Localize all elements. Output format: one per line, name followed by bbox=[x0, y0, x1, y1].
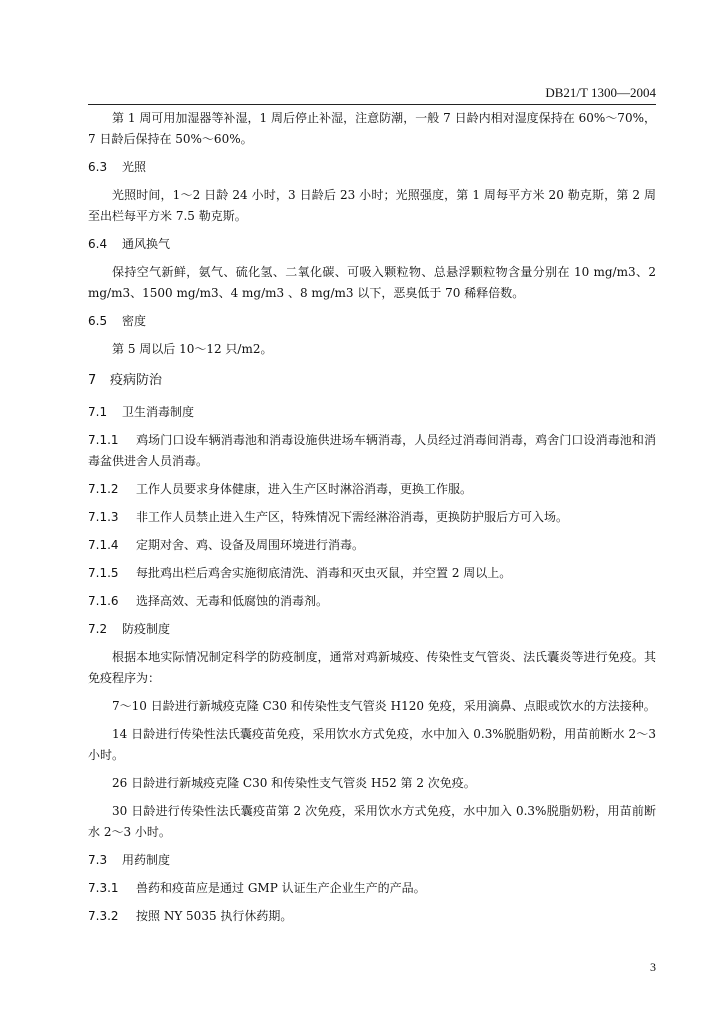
clause-number: 7.1.6 bbox=[88, 594, 119, 608]
header-rule bbox=[88, 104, 656, 105]
section-heading bbox=[88, 157, 656, 178]
heading-title: 疫病防治 bbox=[110, 373, 163, 388]
page-number: 3 bbox=[650, 960, 656, 974]
heading-title: 密度 bbox=[122, 314, 147, 328]
section-heading bbox=[88, 402, 656, 423]
heading-title: 用药制度 bbox=[122, 853, 171, 867]
clause-item bbox=[88, 479, 656, 500]
clause-number: 7.3.1 bbox=[88, 881, 119, 895]
section-heading bbox=[88, 850, 656, 871]
clause-text: 鸡场门口设车辆消毒池和消毒设施供进场车辆消毒，人员经过消毒间消毒，鸡舍门口设消毒池和消毒盆供进舍人员消毒。 bbox=[88, 433, 656, 468]
body-paragraph: 第 5 周以后 10～12 只/m2。 bbox=[112, 342, 273, 356]
section-heading bbox=[88, 619, 656, 640]
body-paragraph: 26 日龄进行新城疫克隆 C30 和传染性支气管炎 H52 第 2 次免疫。 bbox=[112, 776, 476, 790]
clause-text: 定期对舍、鸡、设备及周围环境进行消毒。 bbox=[136, 538, 365, 552]
clause-number: 7.1.3 bbox=[88, 510, 119, 524]
section-heading bbox=[88, 311, 656, 332]
heading-number: 7 bbox=[88, 373, 97, 388]
clause-item bbox=[88, 507, 656, 528]
clause-text: 每批鸡出栏后鸡舍实施彻底清洗、消毒和灭虫灭鼠，并空置 2 周以上。 bbox=[136, 566, 512, 580]
clause-item bbox=[88, 906, 656, 927]
body-paragraph: 根据本地实际情况制定科学的防疫制度，通常对鸡新城疫、传染性支气管炎、法氏囊炎等进行免疫。其免疫程序为： bbox=[88, 650, 656, 685]
body-paragraph: 14 日龄进行传染性法氏囊疫苗免疫，采用饮水方式免疫，水中加入 0.3%脱脂奶粉，用苗前断水 2～3 小时。 bbox=[88, 727, 656, 762]
clause-text: 按照 NY 5035 执行休药期。 bbox=[136, 909, 293, 923]
document-body bbox=[88, 108, 656, 934]
clause-number: 7.1.5 bbox=[88, 566, 119, 580]
clause-number: 7.1.4 bbox=[88, 538, 119, 552]
clause-item bbox=[88, 563, 656, 584]
heading-number: 6.4 bbox=[88, 237, 108, 251]
clause-number: 7.1.1 bbox=[88, 433, 119, 447]
heading-number: 7.1 bbox=[88, 405, 108, 419]
body-paragraph: 7～10 日龄进行新城疫克隆 C30 和传染性支气管炎 H120 免疫，采用滴鼻、点眼或饮水的方法接种。 bbox=[112, 699, 656, 713]
chapter-heading bbox=[88, 370, 656, 392]
heading-number: 7.3 bbox=[88, 853, 108, 867]
heading-number: 6.3 bbox=[88, 160, 108, 174]
heading-title: 通风换气 bbox=[122, 237, 171, 251]
section-heading bbox=[88, 234, 656, 255]
clause-number: 7.3.2 bbox=[88, 909, 119, 923]
heading-title: 卫生消毒制度 bbox=[122, 405, 195, 419]
clause-text: 非工作人员禁止进入生产区，特殊情况下需经淋浴消毒，更换防护服后方可入场。 bbox=[136, 510, 569, 524]
clause-number: 7.1.2 bbox=[88, 482, 119, 496]
document-code-header: DB21/T 1300—2004 bbox=[545, 85, 656, 100]
clause-text: 工作人员要求身体健康，进入生产区时淋浴消毒，更换工作服。 bbox=[136, 482, 473, 496]
heading-title: 防疫制度 bbox=[122, 622, 171, 636]
heading-title: 光照 bbox=[122, 160, 147, 174]
body-paragraph: 第 1 周可用加湿器等补湿，1 周后停止补湿，注意防潮，一般 7 日龄内相对湿度保持在 60%～70%，7 日龄后保持在 50%～60%。 bbox=[88, 111, 656, 146]
clause-item bbox=[88, 535, 656, 556]
heading-number: 6.5 bbox=[88, 314, 108, 328]
body-paragraph: 光照时间，1～2 日龄 24 小时，3 日龄后 23 小时；光照强度，第 1 周每平方米 20 勒克斯，第 2 周至出栏每平方米 7.5 勒克斯。 bbox=[88, 188, 656, 223]
body-paragraph: 保持空气新鲜，氨气、硫化氢、二氧化碳、可吸入颗粒物、总悬浮颗粒物含量分别在 10 mg/m3、2 mg/m3、1500 mg/m3、4 mg/m3 、8 mg/m3 以下，恶臭低于 70 稀释倍数。 bbox=[88, 265, 656, 300]
body-paragraph: 30 日龄进行传染性法氏囊疫苗第 2 次免疫，采用饮水方式免疫，水中加入 0.3%脱脂奶粉，用苗前断水 2～3 小时。 bbox=[88, 804, 656, 839]
heading-number: 7.2 bbox=[88, 622, 108, 636]
clause-item bbox=[88, 430, 656, 472]
clause-item bbox=[88, 878, 656, 899]
clause-item bbox=[88, 591, 656, 612]
clause-text: 选择高效、无毒和低腐蚀的消毒剂。 bbox=[136, 594, 329, 608]
clause-text: 兽药和疫苗应是通过 GMP 认证生产企业生产的产品。 bbox=[136, 881, 426, 895]
